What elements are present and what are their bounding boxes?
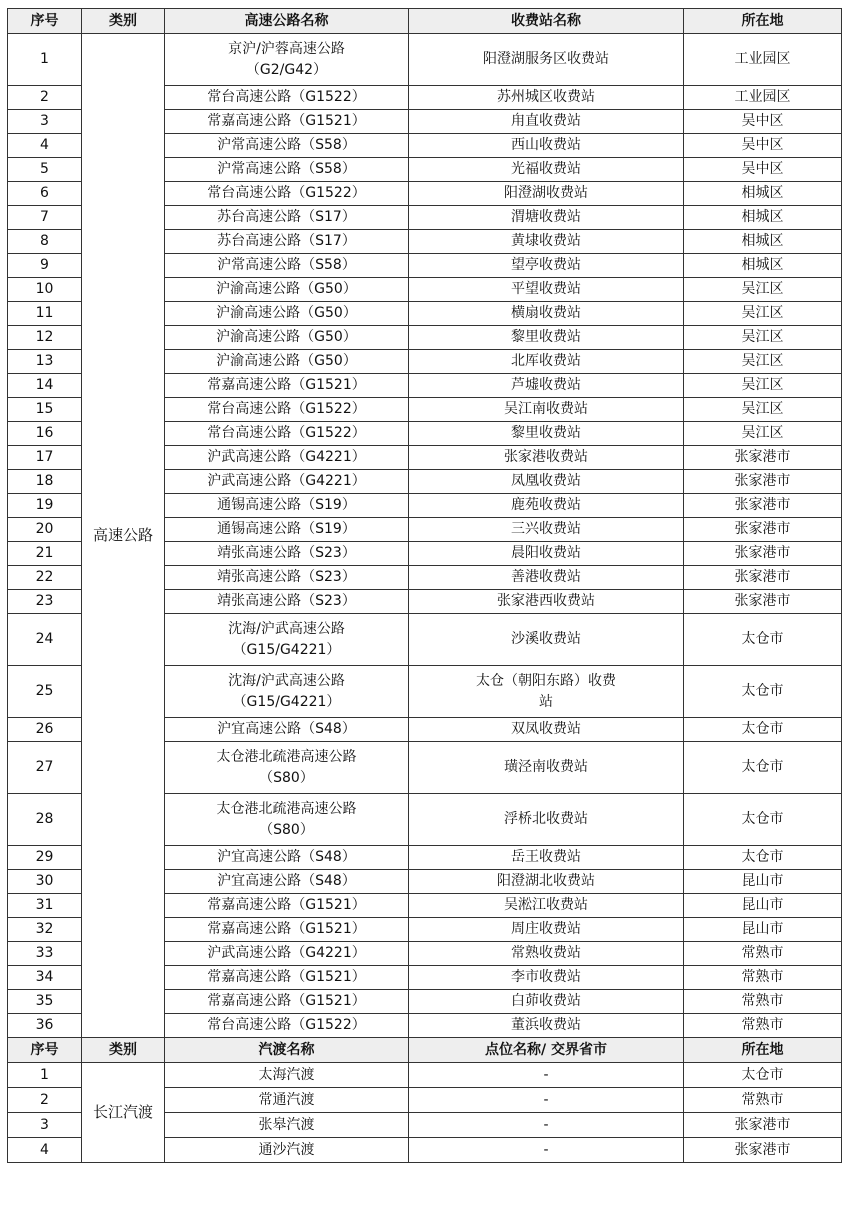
station-name: 董浜收费站	[409, 1014, 684, 1038]
road-name: 苏台高速公路（S17）	[165, 206, 409, 230]
station-name: 光福收费站	[409, 158, 684, 182]
row-no: 4	[8, 1138, 82, 1163]
location: 太仓市	[684, 1063, 842, 1088]
row-no: 26	[8, 718, 82, 742]
station-name: 北厍收费站	[409, 350, 684, 374]
road-name: 沪武高速公路（G4221）	[165, 446, 409, 470]
road-name: 苏台高速公路（S17）	[165, 230, 409, 254]
location: 工业园区	[684, 34, 842, 86]
road-name: 通锡高速公路（S19）	[165, 494, 409, 518]
road-name: 常嘉高速公路（G1521）	[165, 110, 409, 134]
header-no: 序号	[8, 1038, 82, 1063]
location: 张家港市	[684, 1138, 842, 1163]
header-category: 类别	[82, 1038, 165, 1063]
location: 太仓市	[684, 794, 842, 846]
location: 太仓市	[684, 718, 842, 742]
road-name: 常嘉高速公路（G1521）	[165, 918, 409, 942]
row-no: 21	[8, 542, 82, 566]
row-no: 17	[8, 446, 82, 470]
row-no: 8	[8, 230, 82, 254]
row-no: 20	[8, 518, 82, 542]
location: 吴江区	[684, 350, 842, 374]
row-no: 13	[8, 350, 82, 374]
road-name: 常嘉高速公路（G1521）	[165, 374, 409, 398]
station-name: 岳王收费站	[409, 846, 684, 870]
ferry-name: 张皋汽渡	[165, 1113, 409, 1138]
row-no: 31	[8, 894, 82, 918]
table-row	[8, 34, 842, 86]
location: 太仓市	[684, 666, 842, 718]
station-name: 黄埭收费站	[409, 230, 684, 254]
table-row	[8, 1063, 842, 1088]
header-road-name: 高速公路名称	[165, 9, 409, 34]
location: 太仓市	[684, 846, 842, 870]
location: 昆山市	[684, 894, 842, 918]
location: 太仓市	[684, 614, 842, 666]
road-name: 沪渝高速公路（G50）	[165, 326, 409, 350]
toll-station-table	[7, 8, 842, 1163]
location: 吴江区	[684, 398, 842, 422]
road-name: 靖张高速公路（S23）	[165, 566, 409, 590]
highway-header-row	[8, 9, 842, 34]
row-no: 24	[8, 614, 82, 666]
road-name: 京沪/沪蓉高速公路 （G2/G42）	[165, 34, 409, 86]
station-name: 阳澄湖收费站	[409, 182, 684, 206]
road-name: 靖张高速公路（S23）	[165, 590, 409, 614]
location: 吴江区	[684, 278, 842, 302]
ferry-name: 通沙汽渡	[165, 1138, 409, 1163]
road-name: 常台高速公路（G1522）	[165, 398, 409, 422]
row-no: 27	[8, 742, 82, 794]
station-name: 张家港收费站	[409, 446, 684, 470]
row-no: 10	[8, 278, 82, 302]
row-no: 28	[8, 794, 82, 846]
ferry-name: 常通汽渡	[165, 1088, 409, 1113]
station-name: 浮桥北收费站	[409, 794, 684, 846]
station-name: 璜泾南收费站	[409, 742, 684, 794]
road-name: 沪渝高速公路（G50）	[165, 350, 409, 374]
station-name: 鹿苑收费站	[409, 494, 684, 518]
category-ferry: 长江汽渡	[82, 1063, 165, 1163]
location: 吴江区	[684, 374, 842, 398]
row-no: 1	[8, 1063, 82, 1088]
road-name: 太仓港北疏港高速公路 （S80）	[165, 742, 409, 794]
station-name: 阳澄湖服务区收费站	[409, 34, 684, 86]
location: 张家港市	[684, 470, 842, 494]
row-no: 6	[8, 182, 82, 206]
location: 张家港市	[684, 494, 842, 518]
location: 常熟市	[684, 1014, 842, 1038]
road-name: 沪武高速公路（G4221）	[165, 470, 409, 494]
location: 工业园区	[684, 86, 842, 110]
station-name: 吴江南收费站	[409, 398, 684, 422]
station-name: 善港收费站	[409, 566, 684, 590]
station-name: 常熟收费站	[409, 942, 684, 966]
road-name: 沈海/沪武高速公路 （G15/G4221）	[165, 614, 409, 666]
location: 常熟市	[684, 1088, 842, 1113]
station-name: 甪直收费站	[409, 110, 684, 134]
station-name: 芦墟收费站	[409, 374, 684, 398]
point-name: -	[409, 1063, 684, 1088]
table-body	[8, 9, 842, 1163]
row-no: 23	[8, 590, 82, 614]
row-no: 1	[8, 34, 82, 86]
location: 张家港市	[684, 590, 842, 614]
road-name: 常台高速公路（G1522）	[165, 1014, 409, 1038]
station-name: 平望收费站	[409, 278, 684, 302]
station-name: 沙溪收费站	[409, 614, 684, 666]
road-name: 沈海/沪武高速公路 （G15/G4221）	[165, 666, 409, 718]
location: 张家港市	[684, 518, 842, 542]
location: 太仓市	[684, 742, 842, 794]
header-ferry-name: 汽渡名称	[165, 1038, 409, 1063]
row-no: 11	[8, 302, 82, 326]
point-name: -	[409, 1138, 684, 1163]
row-no: 15	[8, 398, 82, 422]
road-name: 常嘉高速公路（G1521）	[165, 966, 409, 990]
station-name: 凤凰收费站	[409, 470, 684, 494]
location: 相城区	[684, 206, 842, 230]
road-name: 太仓港北疏港高速公路 （S80）	[165, 794, 409, 846]
location: 张家港市	[684, 446, 842, 470]
row-no: 34	[8, 966, 82, 990]
road-name: 沪宜高速公路（S48）	[165, 718, 409, 742]
location: 常熟市	[684, 942, 842, 966]
header-station-name: 收费站名称	[409, 9, 684, 34]
header-location: 所在地	[684, 1038, 842, 1063]
station-name: 晨阳收费站	[409, 542, 684, 566]
row-no: 18	[8, 470, 82, 494]
location: 常熟市	[684, 990, 842, 1014]
location: 吴中区	[684, 134, 842, 158]
station-name: 双凤收费站	[409, 718, 684, 742]
station-name: 太仓（朝阳东路）收费 站	[409, 666, 684, 718]
header-no: 序号	[8, 9, 82, 34]
station-name: 望亭收费站	[409, 254, 684, 278]
ferry-header-row	[8, 1038, 842, 1063]
location: 相城区	[684, 230, 842, 254]
road-name: 常台高速公路（G1522）	[165, 86, 409, 110]
road-name: 沪宜高速公路（S48）	[165, 870, 409, 894]
point-name: -	[409, 1088, 684, 1113]
station-name: 西山收费站	[409, 134, 684, 158]
location: 吴中区	[684, 158, 842, 182]
station-name: 黎里收费站	[409, 422, 684, 446]
row-no: 12	[8, 326, 82, 350]
category-highway: 高速公路	[82, 34, 165, 1038]
row-no: 2	[8, 1088, 82, 1113]
location: 张家港市	[684, 542, 842, 566]
header-location: 所在地	[684, 9, 842, 34]
location: 张家港市	[684, 1113, 842, 1138]
ferry-name: 太海汽渡	[165, 1063, 409, 1088]
road-name: 沪渝高速公路（G50）	[165, 278, 409, 302]
station-name: 苏州城区收费站	[409, 86, 684, 110]
location: 相城区	[684, 254, 842, 278]
road-name: 沪武高速公路（G4221）	[165, 942, 409, 966]
row-no: 9	[8, 254, 82, 278]
row-no: 3	[8, 110, 82, 134]
row-no: 36	[8, 1014, 82, 1038]
location: 常熟市	[684, 966, 842, 990]
location: 吴江区	[684, 326, 842, 350]
row-no: 35	[8, 990, 82, 1014]
road-name: 沪宜高速公路（S48）	[165, 846, 409, 870]
road-name: 沪常高速公路（S58）	[165, 254, 409, 278]
row-no: 22	[8, 566, 82, 590]
header-point-name: 点位名称/ 交界省市	[409, 1038, 684, 1063]
location: 吴中区	[684, 110, 842, 134]
location: 昆山市	[684, 870, 842, 894]
row-no: 29	[8, 846, 82, 870]
location: 张家港市	[684, 566, 842, 590]
station-name: 周庄收费站	[409, 918, 684, 942]
road-name: 常台高速公路（G1522）	[165, 422, 409, 446]
location: 吴江区	[684, 302, 842, 326]
road-name: 沪渝高速公路（G50）	[165, 302, 409, 326]
station-name: 黎里收费站	[409, 326, 684, 350]
road-name: 沪常高速公路（S58）	[165, 158, 409, 182]
location: 相城区	[684, 182, 842, 206]
station-name: 渭塘收费站	[409, 206, 684, 230]
station-name: 阳澄湖北收费站	[409, 870, 684, 894]
road-name: 常嘉高速公路（G1521）	[165, 990, 409, 1014]
location: 昆山市	[684, 918, 842, 942]
row-no: 33	[8, 942, 82, 966]
header-category: 类别	[82, 9, 165, 34]
point-name: -	[409, 1113, 684, 1138]
row-no: 16	[8, 422, 82, 446]
station-name: 三兴收费站	[409, 518, 684, 542]
row-no: 14	[8, 374, 82, 398]
row-no: 3	[8, 1113, 82, 1138]
row-no: 32	[8, 918, 82, 942]
road-name: 常台高速公路（G1522）	[165, 182, 409, 206]
row-no: 19	[8, 494, 82, 518]
toll-station-table-sheet	[7, 8, 842, 1163]
row-no: 2	[8, 86, 82, 110]
road-name: 沪常高速公路（S58）	[165, 134, 409, 158]
row-no: 5	[8, 158, 82, 182]
station-name: 吴淞江收费站	[409, 894, 684, 918]
road-name: 常嘉高速公路（G1521）	[165, 894, 409, 918]
station-name: 白茆收费站	[409, 990, 684, 1014]
row-no: 25	[8, 666, 82, 718]
location: 吴江区	[684, 422, 842, 446]
road-name: 靖张高速公路（S23）	[165, 542, 409, 566]
road-name: 通锡高速公路（S19）	[165, 518, 409, 542]
row-no: 4	[8, 134, 82, 158]
row-no: 30	[8, 870, 82, 894]
station-name: 张家港西收费站	[409, 590, 684, 614]
station-name: 李市收费站	[409, 966, 684, 990]
station-name: 横扇收费站	[409, 302, 684, 326]
row-no: 7	[8, 206, 82, 230]
